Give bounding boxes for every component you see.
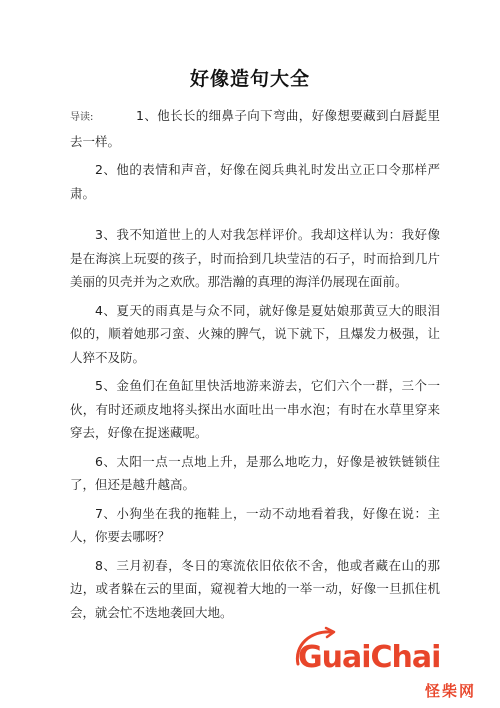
paragraph-4: 4、夏天的雨真是与众不同，就好像是夏姑娘那黄豆大的眼泪似的，顺着她那刁蛮、火辣的脾气，说下就下，且爆发力极强，让人猝不及防。 (70, 302, 440, 365)
paragraph-5: 5、金鱼们在鱼缸里快活地游来游去，它们六个一群，三个一伙，有时还顽皮地将头探出水面吐出一串水泡；有时在水草里穿来穿去，好像在捉迷藏呢。 (70, 378, 440, 440)
paragraph-1 (70, 104, 440, 153)
paragraph-2: 2、他的表情和声音，好像在阅兵典礼时发出立正口令那样严肃。 (70, 162, 440, 201)
lead-label: 导读: (70, 112, 94, 123)
logo-brand-text: GuaiChai (298, 640, 441, 675)
paragraph-3: 3、我不知道世上的人对我怎样评价。我却这样认为：我好像是在海滨上玩耍的孩子，时而拾到几块莹洁的石子，时而拾到几片美丽的贝壳并为之欢欣。那浩瀚的真理的海洋仍展现在面前。 (70, 227, 440, 289)
guaichai-watermark-logo (290, 626, 495, 706)
article-body (70, 104, 440, 629)
paragraph-7: 7、小狗坐在我的拖鞋上，一动不动地看着我，好像在说：主人，你要去哪呀？ (70, 505, 440, 544)
page-title: 好像造句大全 (189, 68, 310, 90)
paragraph-gap (70, 210, 440, 223)
paragraph-6: 6、太阳一点一点地上升，是那么地吃力，好像是被铁链锁住了，但还是越升越高。 (70, 453, 440, 492)
paragraph-8: 8、三月初春，冬日的寒流依旧依依不舍，他或者藏在山的那边，或者躲在云的里面，窥视着大地的一举一动，好像一旦抓住机会，就会忙不迭地袭回大地。 (70, 557, 440, 620)
logo-sub-text: 怪柴网 (425, 682, 477, 700)
paragraph-text: 1、他长长的细鼻子向下弯曲，好像想要藏到白唇髭里去一样。 (70, 108, 440, 149)
